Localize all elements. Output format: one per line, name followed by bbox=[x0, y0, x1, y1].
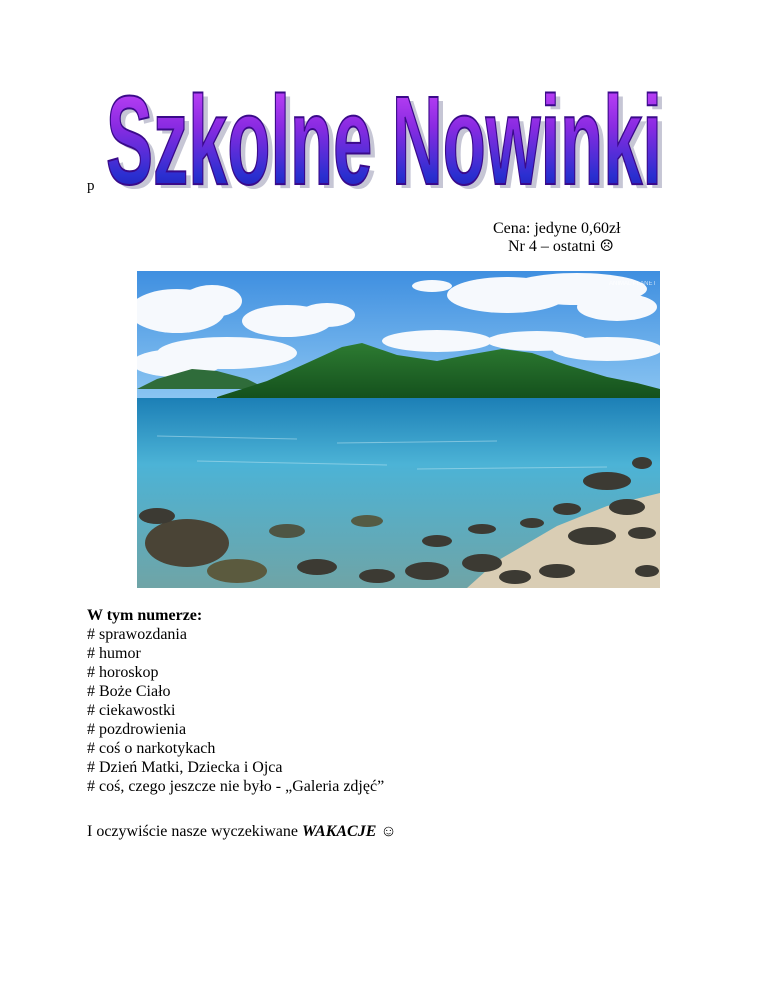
contents-item: # Boże Ciało bbox=[87, 683, 171, 700]
contents-item: # coś, czego jeszcze nie było - „Galeria zdjęć” bbox=[87, 778, 385, 795]
contents-item: # Dzień Matki, Dziecka i Ojca bbox=[87, 759, 283, 776]
masthead-title: Szkolne Nowinki bbox=[106, 72, 662, 202]
contents-item: # pozdrowienia bbox=[87, 721, 187, 738]
price-line: Cena: jedyne 0,60zł bbox=[493, 220, 621, 237]
issue-line: Nr 4 – ostatni ☹ bbox=[508, 238, 614, 255]
closing-line bbox=[87, 822, 397, 841]
closing-emphasis: WAKACJE bbox=[302, 823, 377, 840]
masthead-logo bbox=[86, 72, 686, 202]
contents-item: # ciekawostki bbox=[87, 702, 176, 719]
contents-item: # humor bbox=[87, 645, 141, 662]
photo-watermark: ANIMAL PLANET bbox=[609, 281, 657, 287]
closing-text: I oczywiście nasze wyczekiwane bbox=[87, 823, 302, 840]
contents-item: # sprawozdania bbox=[87, 626, 187, 643]
contents-section bbox=[87, 606, 384, 796]
island-landscape-image bbox=[137, 271, 660, 588]
stray-character: p bbox=[87, 178, 95, 194]
masthead-shadow: Szkolne Nowinki bbox=[111, 74, 667, 202]
smiley-icon: ☺ bbox=[376, 823, 397, 840]
contents-heading: W tym numerze: bbox=[87, 607, 203, 624]
contents-item: # coś o narkotykach bbox=[87, 740, 216, 757]
contents-item: # horoskop bbox=[87, 664, 159, 681]
